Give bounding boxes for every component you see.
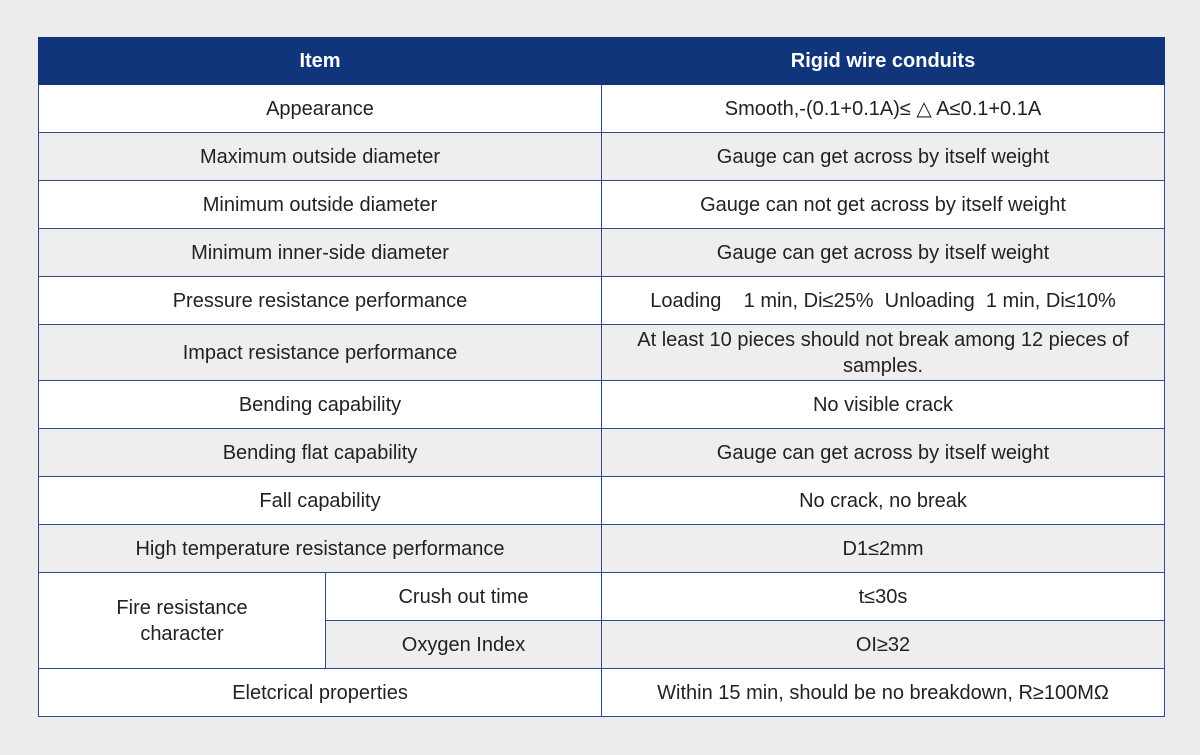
spec-table bbox=[38, 37, 1165, 717]
table-row bbox=[39, 229, 1165, 277]
value-cell: No visible crack bbox=[602, 381, 1165, 429]
table-row bbox=[39, 429, 1165, 477]
item-cell: Pressure resistance performance bbox=[39, 277, 602, 325]
item-cell: Minimum outside diameter bbox=[39, 181, 602, 229]
header-rigid-wire-conduits: Rigid wire conduits bbox=[602, 38, 1165, 85]
header-item: Item bbox=[39, 38, 602, 85]
item-cell: Bending flat capability bbox=[39, 429, 602, 477]
fire-resistance-label: Fire resistance character bbox=[39, 573, 326, 669]
item-cell: Minimum inner-side diameter bbox=[39, 229, 602, 277]
value-cell: Gauge can not get across by itself weight bbox=[602, 181, 1165, 229]
header-row bbox=[39, 38, 1165, 85]
table-row bbox=[39, 133, 1165, 181]
table-row bbox=[39, 525, 1165, 573]
sub-item-cell: Oxygen Index bbox=[326, 621, 602, 669]
value-cell: Gauge can get across by itself weight bbox=[602, 429, 1165, 477]
table-row bbox=[39, 477, 1165, 525]
value-cell: D1≤2mm bbox=[602, 525, 1165, 573]
value-cell: Within 15 min, should be no breakdown, R≥100MΩ bbox=[602, 669, 1165, 717]
item-cell: Eletcrical properties bbox=[39, 669, 602, 717]
table-row bbox=[39, 573, 1165, 621]
item-cell: Maximum outside diameter bbox=[39, 133, 602, 181]
table-row bbox=[39, 277, 1165, 325]
table-row bbox=[39, 85, 1165, 133]
value-cell: Gauge can get across by itself weight bbox=[602, 229, 1165, 277]
value-cell: Gauge can get across by itself weight bbox=[602, 133, 1165, 181]
value-cell: At least 10 pieces should not break among 12 pieces of samples. bbox=[602, 325, 1165, 381]
item-cell: Fall capability bbox=[39, 477, 602, 525]
item-cell: Appearance bbox=[39, 85, 602, 133]
item-cell: High temperature resistance performance bbox=[39, 525, 602, 573]
value-cell: Smooth,-(0.1+0.1A)≤ △ A≤0.1+0.1A bbox=[602, 85, 1165, 133]
item-cell: Bending capability bbox=[39, 381, 602, 429]
table-row bbox=[39, 181, 1165, 229]
table-row bbox=[39, 381, 1165, 429]
table-row bbox=[39, 325, 1165, 381]
value-cell: OI≥32 bbox=[602, 621, 1165, 669]
value-cell: No crack, no break bbox=[602, 477, 1165, 525]
table-row bbox=[39, 669, 1165, 717]
item-cell: Impact resistance performance bbox=[39, 325, 602, 381]
value-cell: t≤30s bbox=[602, 573, 1165, 621]
value-cell: Loading 1 min, Di≤25% Unloading 1 min, Di≤10% bbox=[602, 277, 1165, 325]
sub-item-cell: Crush out time bbox=[326, 573, 602, 621]
